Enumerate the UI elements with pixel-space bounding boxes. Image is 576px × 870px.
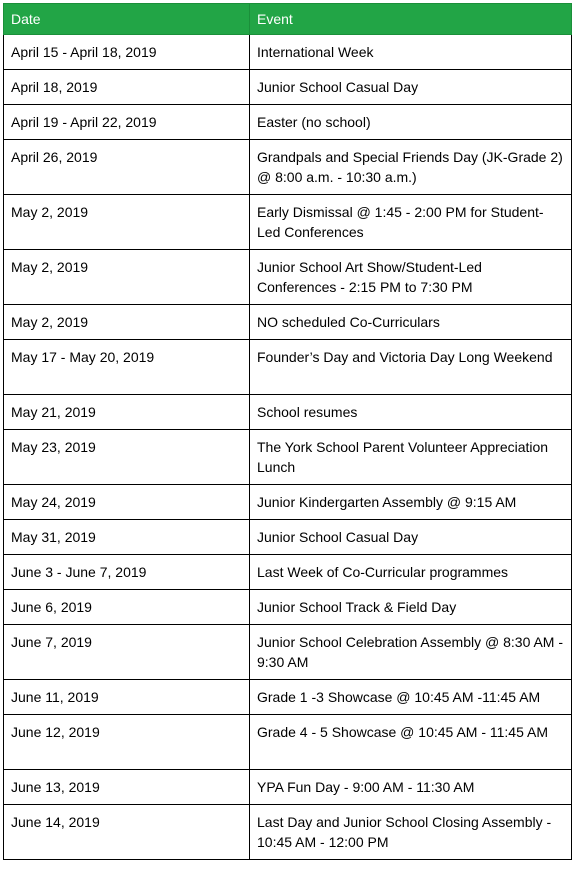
event-cell: Junior School Casual Day: [250, 520, 572, 555]
date-cell: May 17 - May 20, 2019: [4, 340, 250, 395]
date-cell: May 2, 2019: [4, 195, 250, 250]
table-row: [4, 105, 572, 140]
table-row: [4, 805, 572, 860]
date-cell: May 2, 2019: [4, 250, 250, 305]
event-cell: Junior School Art Show/Student-Led Conferences - 2:15 PM to 7:30 PM: [250, 250, 572, 305]
date-cell: June 11, 2019: [4, 680, 250, 715]
date-cell: June 3 - June 7, 2019: [4, 555, 250, 590]
event-cell: Founder’s Day and Victoria Day Long Weekend: [250, 340, 572, 395]
date-cell: May 2, 2019: [4, 305, 250, 340]
table-row: [4, 140, 572, 195]
event-cell: Junior School Track & Field Day: [250, 590, 572, 625]
table-row: [4, 715, 572, 770]
date-cell: April 26, 2019: [4, 140, 250, 195]
event-cell: Grandpals and Special Friends Day (JK-Grade 2) @ 8:00 a.m. - 10:30 a.m.): [250, 140, 572, 195]
date-cell: April 18, 2019: [4, 70, 250, 105]
header-row: [4, 4, 572, 35]
date-cell: May 21, 2019: [4, 395, 250, 430]
table-row: [4, 395, 572, 430]
date-cell: June 12, 2019: [4, 715, 250, 770]
date-cell: May 23, 2019: [4, 430, 250, 485]
table-row: [4, 340, 572, 395]
table-row: [4, 195, 572, 250]
event-cell: Junior School Casual Day: [250, 70, 572, 105]
date-cell: May 24, 2019: [4, 485, 250, 520]
event-cell: NO scheduled Co-Curriculars: [250, 305, 572, 340]
table-row: [4, 250, 572, 305]
table-row: [4, 625, 572, 680]
table-row: [4, 485, 572, 520]
event-cell: School resumes: [250, 395, 572, 430]
date-cell: May 31, 2019: [4, 520, 250, 555]
event-cell: Grade 1 -3 Showcase @ 10:45 AM -11:45 AM: [250, 680, 572, 715]
table-row: [4, 770, 572, 805]
event-cell: Grade 4 - 5 Showcase @ 10:45 AM - 11:45 AM: [250, 715, 572, 770]
date-column-header: Date: [4, 4, 250, 35]
event-cell: Easter (no school): [250, 105, 572, 140]
table-row: [4, 70, 572, 105]
table-body: [4, 35, 572, 860]
event-cell: The York School Parent Volunteer Appreciation Lunch: [250, 430, 572, 485]
table-row: [4, 35, 572, 70]
event-cell: YPA Fun Day - 9:00 AM - 11:30 AM: [250, 770, 572, 805]
date-cell: June 14, 2019: [4, 805, 250, 860]
table-header: [4, 4, 572, 35]
date-cell: June 7, 2019: [4, 625, 250, 680]
date-cell: April 19 - April 22, 2019: [4, 105, 250, 140]
date-cell: June 6, 2019: [4, 590, 250, 625]
table-row: [4, 590, 572, 625]
event-cell: Early Dismissal @ 1:45 - 2:00 PM for Student-Led Conferences: [250, 195, 572, 250]
table-row: [4, 305, 572, 340]
event-cell: International Week: [250, 35, 572, 70]
table-row: [4, 555, 572, 590]
event-cell: Last Week of Co-Curricular programmes: [250, 555, 572, 590]
event-cell: Last Day and Junior School Closing Assembly - 10:45 AM - 12:00 PM: [250, 805, 572, 860]
table-row: [4, 430, 572, 485]
event-column-header: Event: [250, 4, 572, 35]
events-table: [3, 3, 572, 860]
date-cell: June 13, 2019: [4, 770, 250, 805]
date-cell: April 15 - April 18, 2019: [4, 35, 250, 70]
table-row: [4, 680, 572, 715]
event-cell: Junior Kindergarten Assembly @ 9:15 AM: [250, 485, 572, 520]
table-row: [4, 520, 572, 555]
event-cell: Junior School Celebration Assembly @ 8:30 AM - 9:30 AM: [250, 625, 572, 680]
